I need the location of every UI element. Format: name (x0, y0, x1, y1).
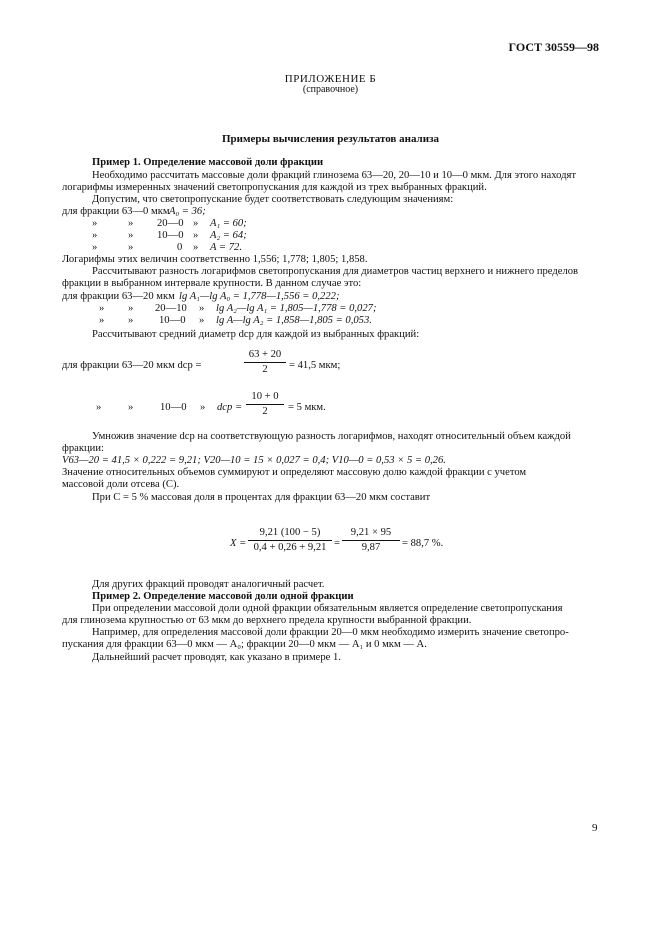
ditto-mark: » (200, 402, 206, 413)
paragraph: Умножив значение dср на соответствующую разность логарифмов, находят относительный объем каждой (92, 431, 571, 442)
paragraph: Рассчитывают средний диаметр dср для каждой из выбранных фракций: (92, 329, 420, 340)
paragraph: При определении массовой доли одной фракции обязательным является определение светопропускания (92, 603, 563, 614)
formula-label: для фракции 63—20 мкм dср = (62, 360, 202, 371)
ditto-mark: » (128, 315, 134, 326)
value: A = 72. (210, 242, 242, 253)
numerator: 9,21 (100 − 5) (259, 527, 321, 538)
ditto-mark: » (128, 230, 134, 241)
paragraph: Например, для определения массовой доли фракции 20—0 мкм необходимо измерить значение светопро- (92, 627, 569, 638)
paragraph: фракции в выбранном интервале крупности. В данном случае это: (62, 278, 362, 289)
ditto-mark: » (199, 303, 205, 314)
fraction-bar (244, 362, 286, 363)
range: 10—0 (157, 230, 184, 241)
fraction (342, 527, 400, 554)
formula-result: = 5 мкм. (288, 402, 326, 413)
fraction-bar (248, 540, 332, 541)
ditto-mark: » (199, 315, 205, 326)
paragraph: пускания для фракции 63—0 мкм — A₀; фракции 20—0 мкм — A₁ и 0 мкм — A. (62, 639, 427, 650)
denominator: 2 (262, 364, 268, 375)
value-label: для фракции 63—0 мкм (62, 206, 170, 217)
ditto-mark: » (99, 315, 105, 326)
ditto-mark: » (193, 218, 199, 229)
document-code: ГОСТ 30559—98 (508, 40, 599, 54)
ditto-mark: » (193, 242, 199, 253)
diff-label: для фракции 63—20 мкм (62, 291, 175, 302)
paragraph: Рассчитывают разность логарифмов светопропускания для диаметров частиц верхнего и нижнего пределов (92, 266, 579, 277)
ditto-mark: » (92, 242, 98, 253)
ditto-mark: » (128, 303, 134, 314)
volumes: V63—20 = 41,5 × 0,222 = 9,21; V20—10 = 15 × 0,027 = 0,4; V10—0 = 0,53 × 5 = 0,26. (62, 455, 446, 466)
ditto-mark: » (128, 218, 134, 229)
formula-result: = 88,7 %. (402, 538, 444, 549)
equals-sign: = (334, 538, 340, 549)
paragraph: Дальнейший расчет проводят, как указано в примере 1. (92, 652, 341, 663)
example1-heading: Пример 1. Определение массовой доли фракции (92, 157, 324, 168)
paragraph: массовой доли отсева (C). (62, 479, 180, 490)
appendix-subtitle: (справочное) (302, 84, 359, 95)
paragraph: фракции: (62, 443, 104, 454)
value: A₂ = 64; (210, 230, 247, 241)
paragraph: Для других фракций проводят аналогичный расчет. (92, 579, 325, 590)
page-number: 9 (592, 822, 598, 834)
numerator: 63 + 20 (248, 349, 282, 360)
formula-label: X = (230, 538, 247, 549)
fraction (248, 527, 332, 554)
ditto-mark: » (92, 230, 98, 241)
range: 20—0 (157, 218, 184, 229)
paragraph: логарифмы измеренных значений светопропускания для каждой из трех выбранных фракций. (62, 182, 487, 193)
ditto-mark: » (96, 402, 102, 413)
paragraph: При C = 5 % массовая доля в процентах для фракции 63—20 мкм составит (92, 492, 431, 503)
paragraph: Необходимо рассчитать массовые доли фракций глинозема 63—20, 20—10 и 10—0 мкм. Для этого находят (92, 170, 576, 181)
value: A₁ = 60; (210, 218, 247, 229)
range: 0 (177, 242, 183, 253)
paragraph: Логарифмы этих величин соответственно 1,556; 1,778; 1,805; 1,858. (62, 254, 368, 265)
ditto-mark: » (92, 218, 98, 229)
fraction (244, 349, 286, 376)
denominator: 2 (262, 406, 268, 417)
ditto-mark: » (193, 230, 199, 241)
diff-value: lg A—lg A₂ = 1,858—1,805 = 0,053. (216, 315, 372, 326)
section-title: Примеры вычисления результатов анализа (221, 133, 439, 145)
ditto-mark: » (128, 402, 134, 413)
numerator: 10 + 0 (251, 391, 279, 402)
paragraph: для глинозема крупностью от 63 мкм до верхнего предела крупности выбранной фракции. (62, 615, 472, 626)
diff-value: lg A₁—lg A₀ = 1,778—1,556 = 0,222; (179, 291, 340, 302)
range: 10—0 (160, 402, 187, 413)
ditto-mark: » (128, 242, 134, 253)
formula-result: = 41,5 мкм; (289, 360, 341, 371)
paragraph: Значение относительных объемов суммируют и определяют массовую долю каждой фракции с учетом (62, 467, 527, 478)
appendix-title: ПРИЛОЖЕНИЕ Б (284, 73, 377, 85)
ditto-mark: » (99, 303, 105, 314)
value: A₀ = 36; (169, 206, 206, 217)
range: 10—0 (159, 315, 186, 326)
paragraph: Допустим, что светопропускание будет соответствовать следующим значениям: (92, 194, 454, 205)
numerator: 9,21 × 95 (350, 527, 392, 538)
example2-heading: Пример 2. Определение массовой доли одной фракции (92, 591, 354, 602)
fraction-bar (342, 540, 400, 541)
formula-label: dср = (217, 402, 243, 413)
fraction (246, 391, 284, 418)
diff-value: lg A₂—lg A₁ = 1,805—1,778 = 0,027; (216, 303, 377, 314)
denominator: 9,87 (361, 542, 381, 553)
range: 20—10 (155, 303, 187, 314)
denominator: 0,4 + 0,26 + 9,21 (253, 542, 327, 553)
fraction-bar (246, 404, 284, 405)
